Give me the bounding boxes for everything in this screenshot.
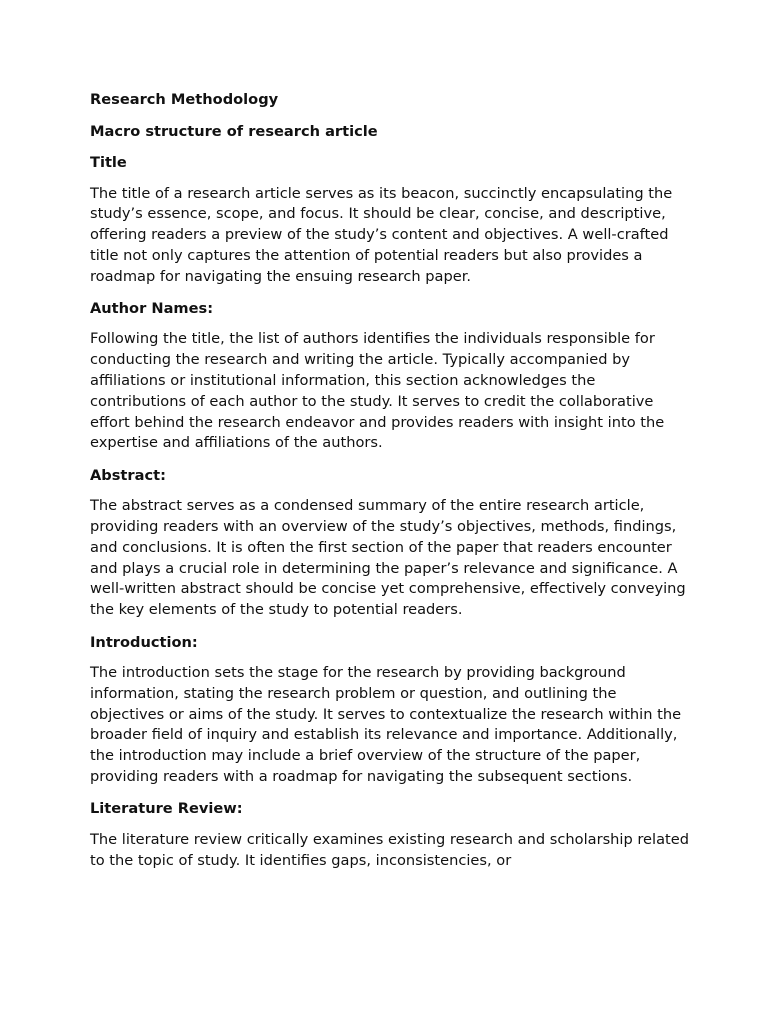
section-author-names bbox=[90, 298, 690, 454]
section-paragraph: The abstract serves as a condensed summary of the entire research article, providing readers with an overview of the study’s objectives, methods, findings, and conclusions. It is often the first section of the paper that readers encounter and plays a crucial role in determining the paper’s relevance and significance. A well-written abstract should be concise yet comprehensive, effectively conveying the key elements of the study to potential readers. bbox=[90, 497, 686, 619]
section-paragraph: The introduction sets the stage for the research by providing background information, stating the research problem or question, and outlining the objectives or aims of the study. It serves to contextualize the research within the broader field of inquiry and establish its relevance and importance. Additionally, the introduction may include a brief overview of the structure of the paper, providing readers with a roadmap for navigating the subsequent sections. bbox=[90, 664, 682, 786]
document-title: Research Methodology bbox=[90, 91, 279, 108]
section-heading: Author Names: bbox=[90, 299, 214, 317]
section-heading: Abstract: bbox=[90, 466, 166, 484]
section-literature-review bbox=[90, 798, 690, 871]
section-title bbox=[90, 152, 690, 287]
section-heading: Literature Review: bbox=[90, 800, 243, 818]
section-heading: Introduction: bbox=[90, 633, 198, 651]
section-paragraph: Following the title, the list of authors identifies the individuals responsible for conducting the research and writing the article. Typically accompanied by affiliations or institutional information, this section acknowledges the contributions of each author to the study. It serves to credit the collaborative effort behind the research endeavor and provides readers with insight into the expertise and affiliations of the authors. bbox=[90, 330, 665, 452]
section-heading: Title bbox=[90, 154, 127, 171]
section-paragraph: The literature review critically examines existing research and scholarship related to the topic of study. It identifies gaps, inconsistencies, or bbox=[90, 830, 689, 869]
document-subtitle: Macro structure of research article bbox=[90, 122, 378, 140]
section-introduction bbox=[90, 632, 690, 788]
document-page bbox=[90, 89, 690, 871]
section-abstract bbox=[90, 465, 690, 621]
section-paragraph: The title of a research article serves as its beacon, succinctly encapsulating the study’s essence, scope, and focus. It should be clear, concise, and descriptive, offering readers a preview of the study’s content and objectives. A well-crafted title not only captures the attention of potential readers but also provides a roadmap for navigating the ensuing research paper. bbox=[90, 184, 673, 285]
